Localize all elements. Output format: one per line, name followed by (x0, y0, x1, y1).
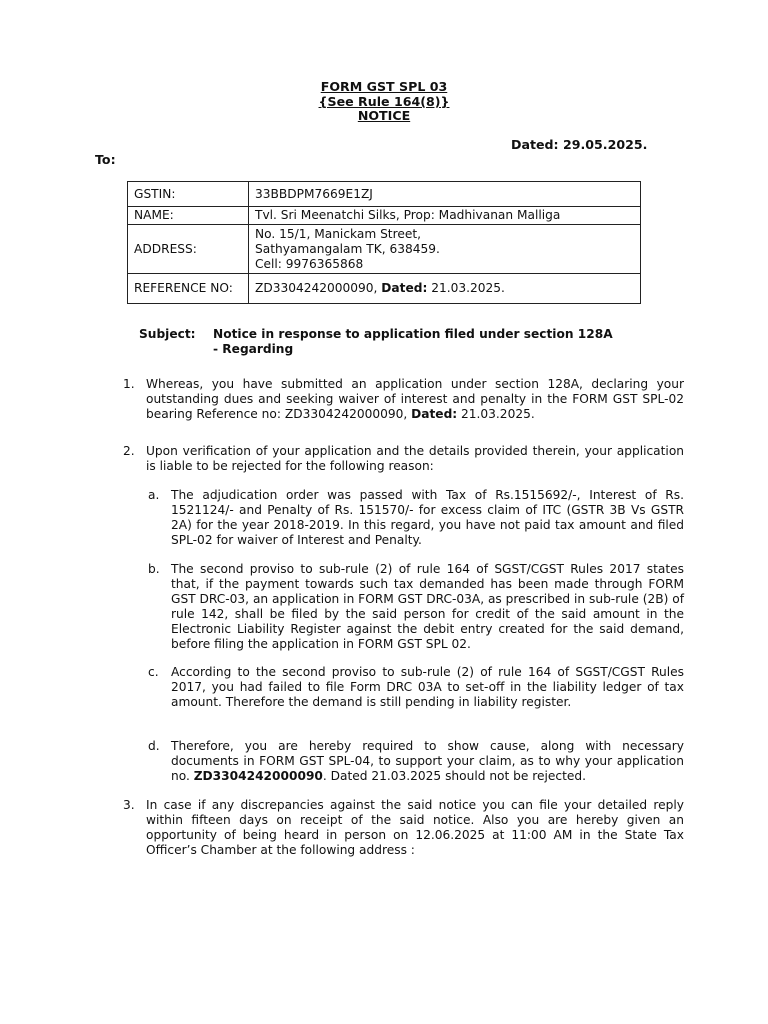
sub-item-letter: a. (148, 488, 160, 502)
paragraph-1-dated-value: 21.03.2025. (461, 407, 535, 421)
name-value: Tvl. Sri Meenatchi Silks, Prop: Madhivanan Malliga (249, 207, 641, 225)
reason-c: According to the second proviso to sub-rule (2) of rule 164 of SGST/CGST Rules 2017, you had failed to file Form DRC 03A to set-off in the liability ledger of tax amount. Therefore the demand is still pending in liability register. (171, 665, 684, 709)
item-number: 3. (123, 798, 135, 812)
table-row (128, 274, 641, 304)
subject-line-2: - Regarding (213, 342, 294, 356)
table-row (128, 225, 641, 274)
reference-value (249, 274, 641, 304)
address-line-1: No. 15/1, Manickam Street, (255, 226, 421, 241)
gstin-value: 33BBDPM7669E1ZJ (249, 182, 641, 207)
paragraph-3: In case if any discrepancies against the said notice you can file your detailed reply within fifteen days on receipt of the said notice. Also you are hereby given an opportunity of being heard in person on 12.06.2025 at 11:00 AM in the State Tax Officer’s Chamber at the following address : (146, 798, 684, 857)
paragraph-1-text: Whereas, you have submitted an application under section 128A, declaring your outstanding dues and seeking waiver of interest and penalty in the FORM GST SPL-02 bearing Reference no: ZD3304242000090, (146, 377, 684, 421)
reference-dated-label: Dated: (381, 281, 428, 295)
paragraph-1 (146, 377, 684, 422)
notice-date: Dated: 29.05.2025. (511, 137, 648, 152)
to-label: To: (95, 152, 116, 167)
reference-label: REFERENCE NO: (128, 274, 249, 304)
item-number: 1. (123, 377, 135, 391)
address-value (249, 225, 641, 274)
reason-a: The adjudication order was passed with Tax of Rs.1515692/-, Interest of Rs. 1521124/- and Penalty of Rs. 151570/- for excess claim of ITC (GSTR 3B Vs GSTR 2A) for the year 2018-2019. In this regard, you have not paid tax amount and filed SPL-02 for waiver of Interest and Penalty. (171, 488, 684, 547)
reference-dated-value: 21.03.2025. (431, 281, 505, 295)
rule-reference: {See Rule 164(8)} (318, 94, 450, 109)
address-line-2: Sathyamangalam TK, 638459. (255, 241, 440, 256)
reference-number: ZD3304242000090, (255, 281, 378, 295)
paragraph-1-dated-label: Dated: (411, 407, 458, 421)
recipient-table (127, 181, 641, 304)
reason-d-text: Therefore, you are hereby required to show cause, along with necessary documents in FORM GST SPL-04, to support your claim, as to why your application no. (171, 739, 684, 783)
name-label: NAME: (128, 207, 249, 225)
table-row (128, 182, 641, 207)
reason-d-text-end: . Dated 21.03.2025 should not be rejected. (322, 769, 586, 783)
notice-heading: NOTICE (357, 108, 411, 123)
reason-d (171, 739, 684, 784)
sub-item-letter: b. (148, 562, 160, 576)
application-number: ZD3304242000090 (193, 769, 323, 783)
subject-line-1: Notice in response to application filed under section 128A (213, 327, 613, 341)
sub-item-letter: c. (148, 665, 159, 679)
form-title: FORM GST SPL 03 (320, 79, 448, 94)
table-row (128, 207, 641, 225)
subject-label: Subject: (139, 327, 196, 341)
address-label: ADDRESS: (128, 225, 249, 274)
sub-item-letter: d. (148, 739, 160, 753)
gstin-label: GSTIN: (128, 182, 249, 207)
reason-b: The second proviso to sub-rule (2) of rule 164 of SGST/CGST Rules 2017 states that, if the payment towards such tax demanded has been made through FORM GST DRC-03, an application in FORM GST DRC-03A, as prescribed in sub-rule (2B) of rule 142, shall be filed by the said person for credit of the said amount in the Electronic Liability Register against the debit entry created for the said demand, before filing the application in FORM GST SPL 02. (171, 562, 684, 651)
item-number: 2. (123, 444, 135, 458)
address-line-3: Cell: 9976365868 (255, 256, 364, 271)
paragraph-2: Upon verification of your application and the details provided therein, your application is liable to be rejected for the following reason: (146, 444, 684, 473)
